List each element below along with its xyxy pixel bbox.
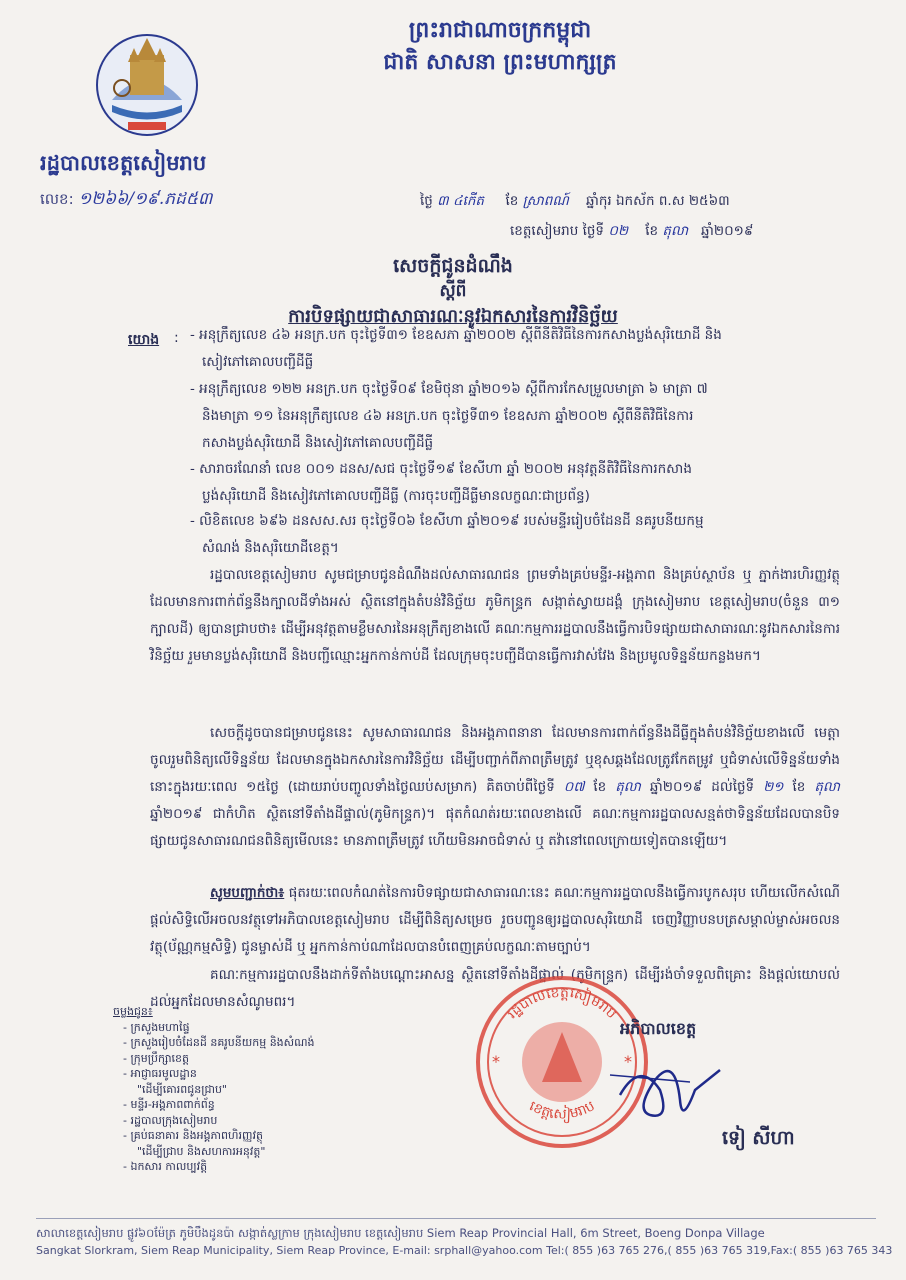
cc-item-note: "ដើម្បីជ្រាប និងសហការអនុវត្ត" [137,1144,266,1158]
lunar-day-label: ថ្ងៃ [420,193,433,209]
month-value: តុលា [662,223,689,239]
cc-item: - រដ្ឋបាលក្រុងសៀមរាប [123,1113,218,1127]
place-label: ខេត្តសៀមរាប ថ្ងៃទី [510,223,605,239]
month-label: ខែ [645,223,659,239]
to-day: ២១ [763,779,784,795]
footer-divider [36,1218,876,1219]
handwritten-signature [600,1050,750,1130]
reference-number [40,188,212,213]
reference-item: - អនុក្រឹត្យលេខ ៤៦ អនក្រ.បក ចុះថ្ងៃទី៣១ ខែឧសភា ឆ្នាំ២០០២ ស្តីពីនីតិវិធីនៃការកសាងប្លង់សុរិយោដី និង សៀវភៅគោលបញ្ជីដីធ្លី [190,327,722,370]
kingdom-header [300,14,700,78]
lunar-month-value: ស្រាពណ៍ [522,193,569,209]
based-on-label: យោង [128,332,160,348]
cc-item: - ក្រុមប្រឹក្សាខេត្ត [123,1051,190,1065]
reference-item: - អនុក្រឹត្យលេខ ១២២ អនក្រ.បក ចុះថ្ងៃទី០៩ ខែមិថុនា ឆ្នាំ២០១៦ ស្តីពីការកែសម្រួលមាត្រា ៦ មាត្រា ៧ និងមាត្រា ១១ នៃអនុក្រឹត្យលេខ ៤៦ អនក្រ.បក ចុះថ្ងៃទី៣១ ខែឧសភា ឆ្នាំ២០០២ ស្តីពីនីតិវិធីនៃការ កសាងប្លង់សុរិយោដី និងសៀវភៅគោលបញ្ជីដីធ្លី [190,381,708,451]
cc-list [113,1004,443,1175]
province-emblem-logo [92,30,202,140]
seal-bottom-text: ខេត្តសៀមរាប [526,1098,598,1123]
based-on-colon: : [174,330,179,346]
cc-item: - អាជ្ញាធរមូលដ្ឋាន [123,1067,197,1080]
cc-item-note: "ដើម្បីគោរពជូនជ្រាប" [137,1082,227,1096]
from-month: តុលា [615,779,641,795]
document-topic: ការបិទផ្សាយជាសាធារណៈនូវឯកសារនៃការវិនិច្ឆ័យ [288,306,618,327]
from-day: ០៧ [563,779,585,795]
cc-item: - គ្រប់ធនាគារ និងអង្គភាពហិរញ្ញវត្ថុ [123,1129,263,1142]
svg-text:*: * [492,1052,500,1071]
cc-item: - ក្រសួងមហាផ្ទៃ [123,1020,190,1034]
paragraph-confirmation: សូមបញ្ជាក់ថា៖ ផុតរយៈពេលកំណត់នៃការបិទផ្សាយជាសាធារណៈនេះ គណៈកម្មការរដ្ឋបាលនឹងធ្វើការបូកសរុប ហើយលើកសំណើផ្តល់សិទ្ធិលើអចលនវត្ថុទៅអភិបាលខេត្តសៀមរាប ដើម្បីពិនិត្យសម្រេច រួចបញ្ជូនឲ្យរដ្ឋបាលសុរិយោដី ចេញវិញ្ញាបនបត្រសម្គាល់ម្ចាស់អចលនវត្ថុ(ប័ណ្ណកម្មសិទ្ធិ) ជូនម្ចាស់ដី ឬ អ្នកកាន់កាប់ណាដែលបានបំពេញគ្រប់លក្ខណៈតាមច្បាប់។ [150,885,840,955]
kingdom-name: ព្រះរាជាណាចក្រកម្ពុជា [408,17,592,43]
lunar-month-label: ខែ [505,193,519,209]
paragraph-temporary-office: គណៈកម្មការរដ្ឋបាលនឹងដាក់ទីតាំងបណ្តោះអាសន្ន ស្ថិតនៅទីតាំងដីផ្ទាល់ (ភូមិកន្ទ្រក) ដើម្បីរង់ចាំទទួលពិគ្រោះ និងផ្តល់យោបល់ដល់អ្នកដែលមានសំណូមពរ។ [150,967,840,1010]
cc-item: - មន្ទីរ-អង្គភាពពាក់ព័ន្ធ [123,1098,215,1111]
reference-label: លេខ: [40,190,74,208]
confirm-label: សូមបញ្ជាក់ថា៖ [210,885,285,901]
footer-contact: Sangkat Slorkram, Siem Reap Municipality, Siem Reap Province, E-mail: srphall@yahoo.com Tel:( 855 )63 765 276,( 855 )63 765 319,Fax:( 855 )63 765 343 [36,1244,893,1257]
signatory-title: អភិបាលខេត្ត [620,1019,697,1038]
document-subtitle: ស្តីពី [439,281,467,301]
lunar-day-value: ៣ ៤កើត [437,193,484,209]
year-value: ឆ្នាំ២០១៩ [701,223,754,239]
lunar-year: ឆ្នាំកុរ ឯកស័ក ព.ស ២៥៦៣ [585,193,730,209]
footer-address: សាលាខេត្តសៀមរាប ផ្លូវ៦០ម៉ែត្រ ភូមិបឹងដូនប៉ា សង្កាត់ស្លក្រាម ក្រុងសៀមរាប ខេត្តសៀមរាប Siem Reap Provincial Hall, 6m Street, Boeng Donpa Village [36,1226,765,1240]
signatory-name: ទៀ សីហា [722,1127,795,1149]
cc-title: ចម្លងជូន៖ [113,1005,153,1018]
svg-text:*: * [624,1052,632,1071]
paragraph-review-period: សេចក្តីដូចបានជម្រាបជូននេះ សូមសាធារណជន និងអង្គភាពនានា ដែលមានការពាក់ព័ន្ធនឹងដីធ្លីក្នុងតំបន់វិនិច្ឆ័យខាងលើ មេត្តាចូលរួមពិនិត្យលើទិន្នន័យ ដែលមានក្នុងឯកសារនៃការវិនិច្ឆ័យ ដើម្បីបញ្ជាក់ពីភាពត្រឹមត្រូវ ឬខុសឆ្គងដែលត្រូវកែតម្រូវ ឬជំទាស់លើទិន្នន័យទាំងនោះក្នុងរយៈពេល ១៥ថ្ងៃ (ដោយរាប់បញ្ចូលទាំងថ្ងៃឈប់សម្រាក) គិតចាប់ពីថ្ងៃទី ០៧ ខែ តុលា ឆ្នាំ២០១៩ ដល់ថ្ងៃទី ២១ ខែ តុលា ឆ្នាំ២០១៩ ជាកំហិត ស្ថិតនៅទីតាំងដីផ្ទាល់(ភូមិកន្ទ្រក)។ ផុតកំណត់រយៈពេលខាងលើ គណៈកម្មការរដ្ឋបាលសន្មត់ថាទិន្នន័យដែលបានបិទផ្សាយជូនសាធារណជនពិនិត្យមើលនេះ មានភាពត្រឹមត្រូវ ហើយមិនអាចជំទាស់ ឬ តវ៉ានៅពេលក្រោយទៀតបានឡើយ។ [150,725,841,849]
to-month: តុលា [814,779,841,795]
document-title: សេចក្តីជូនដំណឹង [393,255,513,277]
seal-top-text: រដ្ឋបាលខេត្តសៀមរាប [504,984,620,1023]
reference-value: ១២៦៦/១៩.ភដ៥៣ [78,189,213,209]
reference-item: - លិខិតលេខ ៦៩៦ ដនសស.សរ ចុះថ្ងៃទី០៦ ខែសីហា ឆ្នាំ២០១៩ របស់មន្ទីររៀបចំដែនដី នគរូបនីយកម្ម សំណង់ និងសុរិយោដីខេត្ត។ [190,513,704,556]
national-motto: ជាតិ សាសនា ព្រះមហាក្សត្រ [383,49,617,75]
cc-item: - ក្រសួងរៀបចំដែនដី នគរូបនីយកម្ម និងសំណង់ [123,1036,315,1049]
day-value: ០២ [608,223,629,239]
cc-item: - ឯកសារ កាលប្បវត្តិ [123,1160,208,1173]
paragraph-notice: រដ្ឋបាលខេត្តសៀមរាប សូមជម្រាបជូនដំណឹងដល់សាធារណជន ព្រមទាំងគ្រប់មន្ទីរ-អង្គភាព និងគ្រប់ស្ថាប័ន ឬ ភ្នាក់ងារហិរញ្ញវត្ថុ ដែលមានការពាក់ព័ន្ធនឹងក្បាលដីទាំងអស់ ស្ថិតនៅក្នុងតំបន់វិនិច្ឆ័យ ភូមិកន្ទ្រក សង្កាត់ស្វាយដង្គំ ក្រុងសៀមរាប ខេត្តសៀមរាប(ចំនួន ៣១ ក្បាលដី) ឲ្យបានជ្រាបថា៖ ដើម្បីអនុវត្តតាមខ្លឹមសារនៃអនុក្រឹត្យខាងលើ គណៈកម្មការរដ្ឋបាលនឹងធ្វើការបិទផ្សាយជាសាធារណៈនូវឯកសារនៃការវិនិច្ឆ័យ រួមមានប្លង់សុរិយោដី និងបញ្ជីឈ្មោះអ្នកកាន់កាប់ដី ដែលក្រុមចុះបញ្ជីដីបានធ្វើការវាស់វែង និងប្រមូលទិន្នន័យកន្លងមក។ [150,567,840,664]
solar-date [510,218,753,245]
reference-item: - សារាចរណែនាំ លេខ ០០១ ដនស/សជ ចុះថ្ងៃទី១៩ ខែសីហា ឆ្នាំ ២០០២ អនុវត្តនីតិវិធីនៃការកសាង ប្លង់សុរិយោដី និងសៀវភៅគោលបញ្ជីដីធ្លី (ការចុះបញ្ជីដីធ្លីមានលក្ខណៈជាប្រព័ន្ធ) [190,461,692,504]
lunar-date [420,188,730,215]
province-admin-name: រដ្ឋបាលខេត្តសៀមរាប [40,151,207,175]
